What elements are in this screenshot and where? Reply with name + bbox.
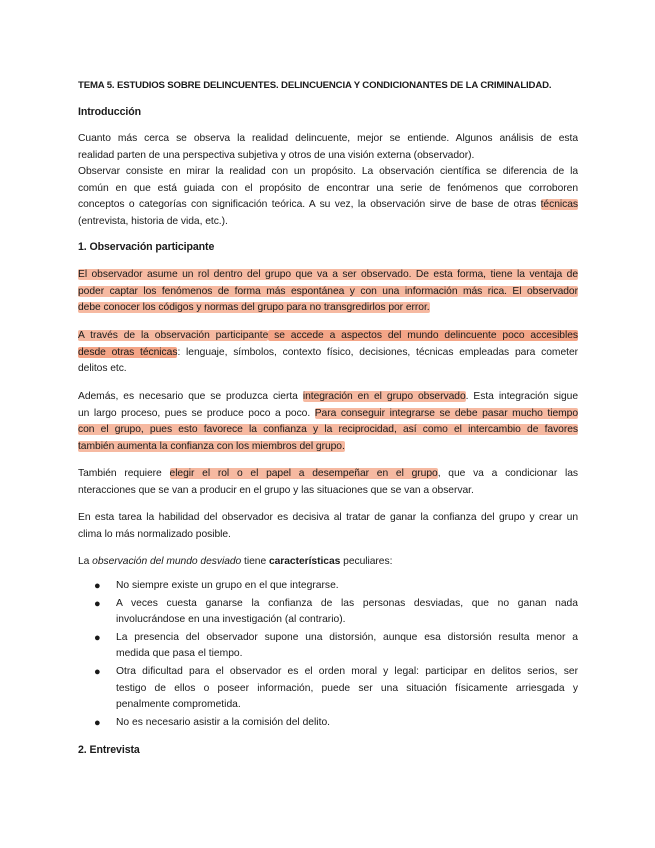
text-line: Cuanto más cerca se observa la realidad delincuente, mejor se entiende. Algunos análisis de esta <box>78 133 578 144</box>
text-line: Observar consiste en mirar la realidad con un propósito. La observación científica se diferencia de la <box>78 166 578 178</box>
text-line: penalmente comprometida. <box>116 699 241 711</box>
highlight: integración en el grupo observado <box>302 391 466 402</box>
text-line: No es necesario asistir a la comisión del delito. <box>116 716 331 728</box>
document-title: TEMA 5. ESTUDIOS SOBRE DELINCUENTES. DELINCUENCIA Y CONDICIONANTES DE LA CRIMINALIDAD. <box>78 80 552 91</box>
italic-text: observación del mundo desviado <box>92 556 242 567</box>
text-line: clima lo más normalizado posible. <box>78 528 231 540</box>
text-line <box>78 284 578 301</box>
text-line: La presencia del observador supone una distorsión, aunque esa distorsión resulta menor a <box>116 631 578 643</box>
text-line: involucrándose en una investigación (al contrario). <box>116 614 346 626</box>
text-run: un largo proceso, pues se produce poco a poco. <box>78 407 315 419</box>
text-line: A veces cuesta ganarse la confianza de las personas desviadas, que no ganan nada <box>116 597 578 609</box>
paragraph-caracteristicas <box>78 554 578 571</box>
list-item <box>90 578 578 595</box>
text-line <box>78 300 578 317</box>
highlight-strong: se accede a aspectos del mundo delincuente poco accesibles <box>268 330 578 341</box>
bullet-icon: ● <box>94 597 101 610</box>
section-2-heading: 2. Entrevista <box>78 744 140 756</box>
text-line <box>78 345 578 362</box>
text-line <box>78 406 578 423</box>
text-line: (entrevista, historia de vida, etc.). <box>78 215 228 227</box>
highlight: elegir el rol o el papel a desempeñar en el grupo <box>169 468 438 479</box>
text-line: delitos etc. <box>78 363 127 375</box>
highlight: con el grupo, pues esto favorece la confianza y la reciprocidad, así como el intercambio de favores <box>78 424 578 436</box>
text-run: Además, es necesario que se produzca cierta <box>78 391 303 402</box>
paragraph-rol-observador <box>78 267 578 317</box>
paragraph-rol <box>78 466 578 499</box>
text-line: nteracciones que se van a producir en el grupo y las situaciones que se van a observar. <box>78 484 474 496</box>
text-line <box>78 422 578 439</box>
intro-heading: Introducción <box>78 106 141 118</box>
text-line: testigo de ellos o poseer información, puede ser una situación físicamente arriesgada y <box>116 682 578 694</box>
list-item <box>90 715 578 732</box>
bold-text: características <box>268 556 341 567</box>
paragraph-integracion <box>78 389 578 455</box>
text-line: realidad parten de una perspectiva subjetiva y otros de una visión externa (observador). <box>78 149 475 161</box>
text-line <box>78 197 578 214</box>
bullet-icon: ● <box>94 631 101 644</box>
text-run: peculiares: <box>340 556 393 567</box>
text-run: , que va a condicionar las <box>437 468 578 479</box>
text-line: En esta tarea la habilidad del observador es decisiva al tratar de ganar la confianza del grupo y crear un <box>78 512 578 523</box>
text-line: medida que pasa el tiempo. <box>116 648 243 660</box>
intro-paragraph <box>78 131 578 231</box>
highlight: poder captar los fenómenos de forma más espontánea y con una información más rica. El observador <box>78 285 578 297</box>
text-run: : lenguaje, símbolos, contexto físico, decisiones, técnicas empleadas para cometer <box>177 346 578 358</box>
text-line <box>78 267 578 284</box>
list-item <box>90 664 578 714</box>
text-line <box>78 439 578 456</box>
text-line: común en que está guiada con el propósito de encontrar una serie de fenómenos que corroboren <box>78 182 578 194</box>
list-item <box>90 630 578 663</box>
text-line: No siempre existe un grupo en el que integrarse. <box>116 580 339 591</box>
text-run: También requiere <box>78 468 170 479</box>
text-line: Otra dificultad para el observador es el orden moral y legal: participar en delitos serios, ser <box>116 665 578 677</box>
text-run: conceptos o categorías con significación teórica. A su vez, la observación sirve de base de otras <box>78 199 541 211</box>
text-run: La <box>78 556 93 567</box>
bullet-icon: ● <box>94 665 101 678</box>
text-line <box>78 389 578 406</box>
paragraph-habilidad <box>78 510 578 543</box>
characteristics-list <box>90 578 578 732</box>
text-line <box>78 328 578 345</box>
highlight: técnicas <box>540 199 578 211</box>
highlight-strong: desde otras técnicas <box>78 346 178 358</box>
text-line <box>78 554 578 571</box>
text-line <box>78 466 578 483</box>
paragraph-acceso <box>78 328 578 378</box>
list-item <box>90 596 578 629</box>
highlight: Para conseguir integrarse se debe pasar mucho tiempo <box>314 407 578 419</box>
highlight: también aumenta la confianza con los miembros del grupo. <box>78 440 345 452</box>
bullet-icon: ● <box>94 716 101 729</box>
bullet-icon: ● <box>94 580 101 592</box>
highlight: El observador asume un rol dentro del grupo que va a ser observado. De esta forma, tiene la ventaja de <box>78 269 578 280</box>
section-1-heading: 1. Observación participante <box>78 241 215 253</box>
highlight: A través de la observación participante <box>78 330 269 341</box>
text-run: . Esta integración sigue <box>465 391 578 402</box>
highlight: debe conocer los códigos y normas del grupo para no transgredirlos por error. <box>78 302 430 314</box>
text-run: tiene <box>241 556 269 567</box>
